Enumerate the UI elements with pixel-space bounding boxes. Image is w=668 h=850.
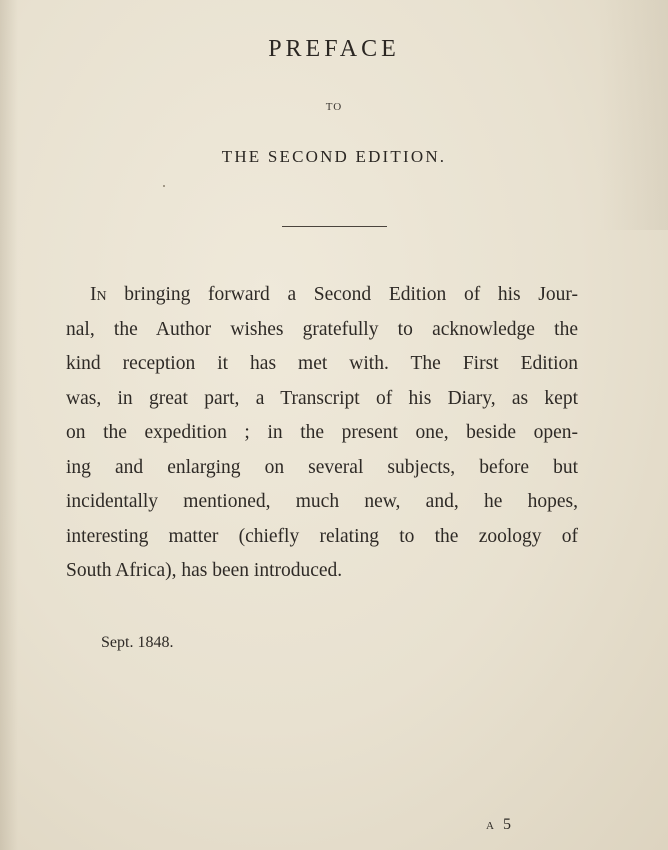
paragraph-line: nal, the Author wishes gratefully to acknowledge the [66, 318, 578, 340]
gutter-shadow [0, 0, 18, 850]
signature-mark [486, 816, 511, 834]
paragraph-line: interesting matter (chiefly relating to the zoology of [66, 525, 578, 547]
ornamental-rule [282, 226, 387, 227]
paragraph-line [66, 278, 578, 313]
paragraph-line: was, in great part, a Transcript of his Diary, as kept [66, 387, 578, 409]
paragraph-line: South Africa), has been introduced. [66, 560, 343, 581]
paper-speck [163, 185, 165, 187]
paragraph-line: on the expedition ; in the present one, beside open- [66, 422, 578, 443]
page-edge-shadow [598, 0, 668, 230]
paragraph-line: ing and enlarging on several subjects, before but [66, 456, 578, 478]
paragraph-line: kind reception it has met with. The First Edition [66, 353, 578, 374]
signature-letter: A [486, 820, 495, 832]
paragraph-line: incidentally mentioned, much new, and, he hopes, [66, 491, 578, 512]
page-title: PREFACE [268, 36, 400, 62]
page-subtitle: THE SECOND EDITION. [221, 147, 447, 166]
preface-date: Sept. 1848. [101, 634, 174, 651]
signature-number: 5 [502, 816, 511, 833]
preface-paragraph [66, 278, 578, 589]
line-text: bringing forward a Second Edition of his Jour- [106, 284, 578, 305]
title-connector: TO [325, 101, 343, 113]
initial-word: In [90, 284, 107, 305]
